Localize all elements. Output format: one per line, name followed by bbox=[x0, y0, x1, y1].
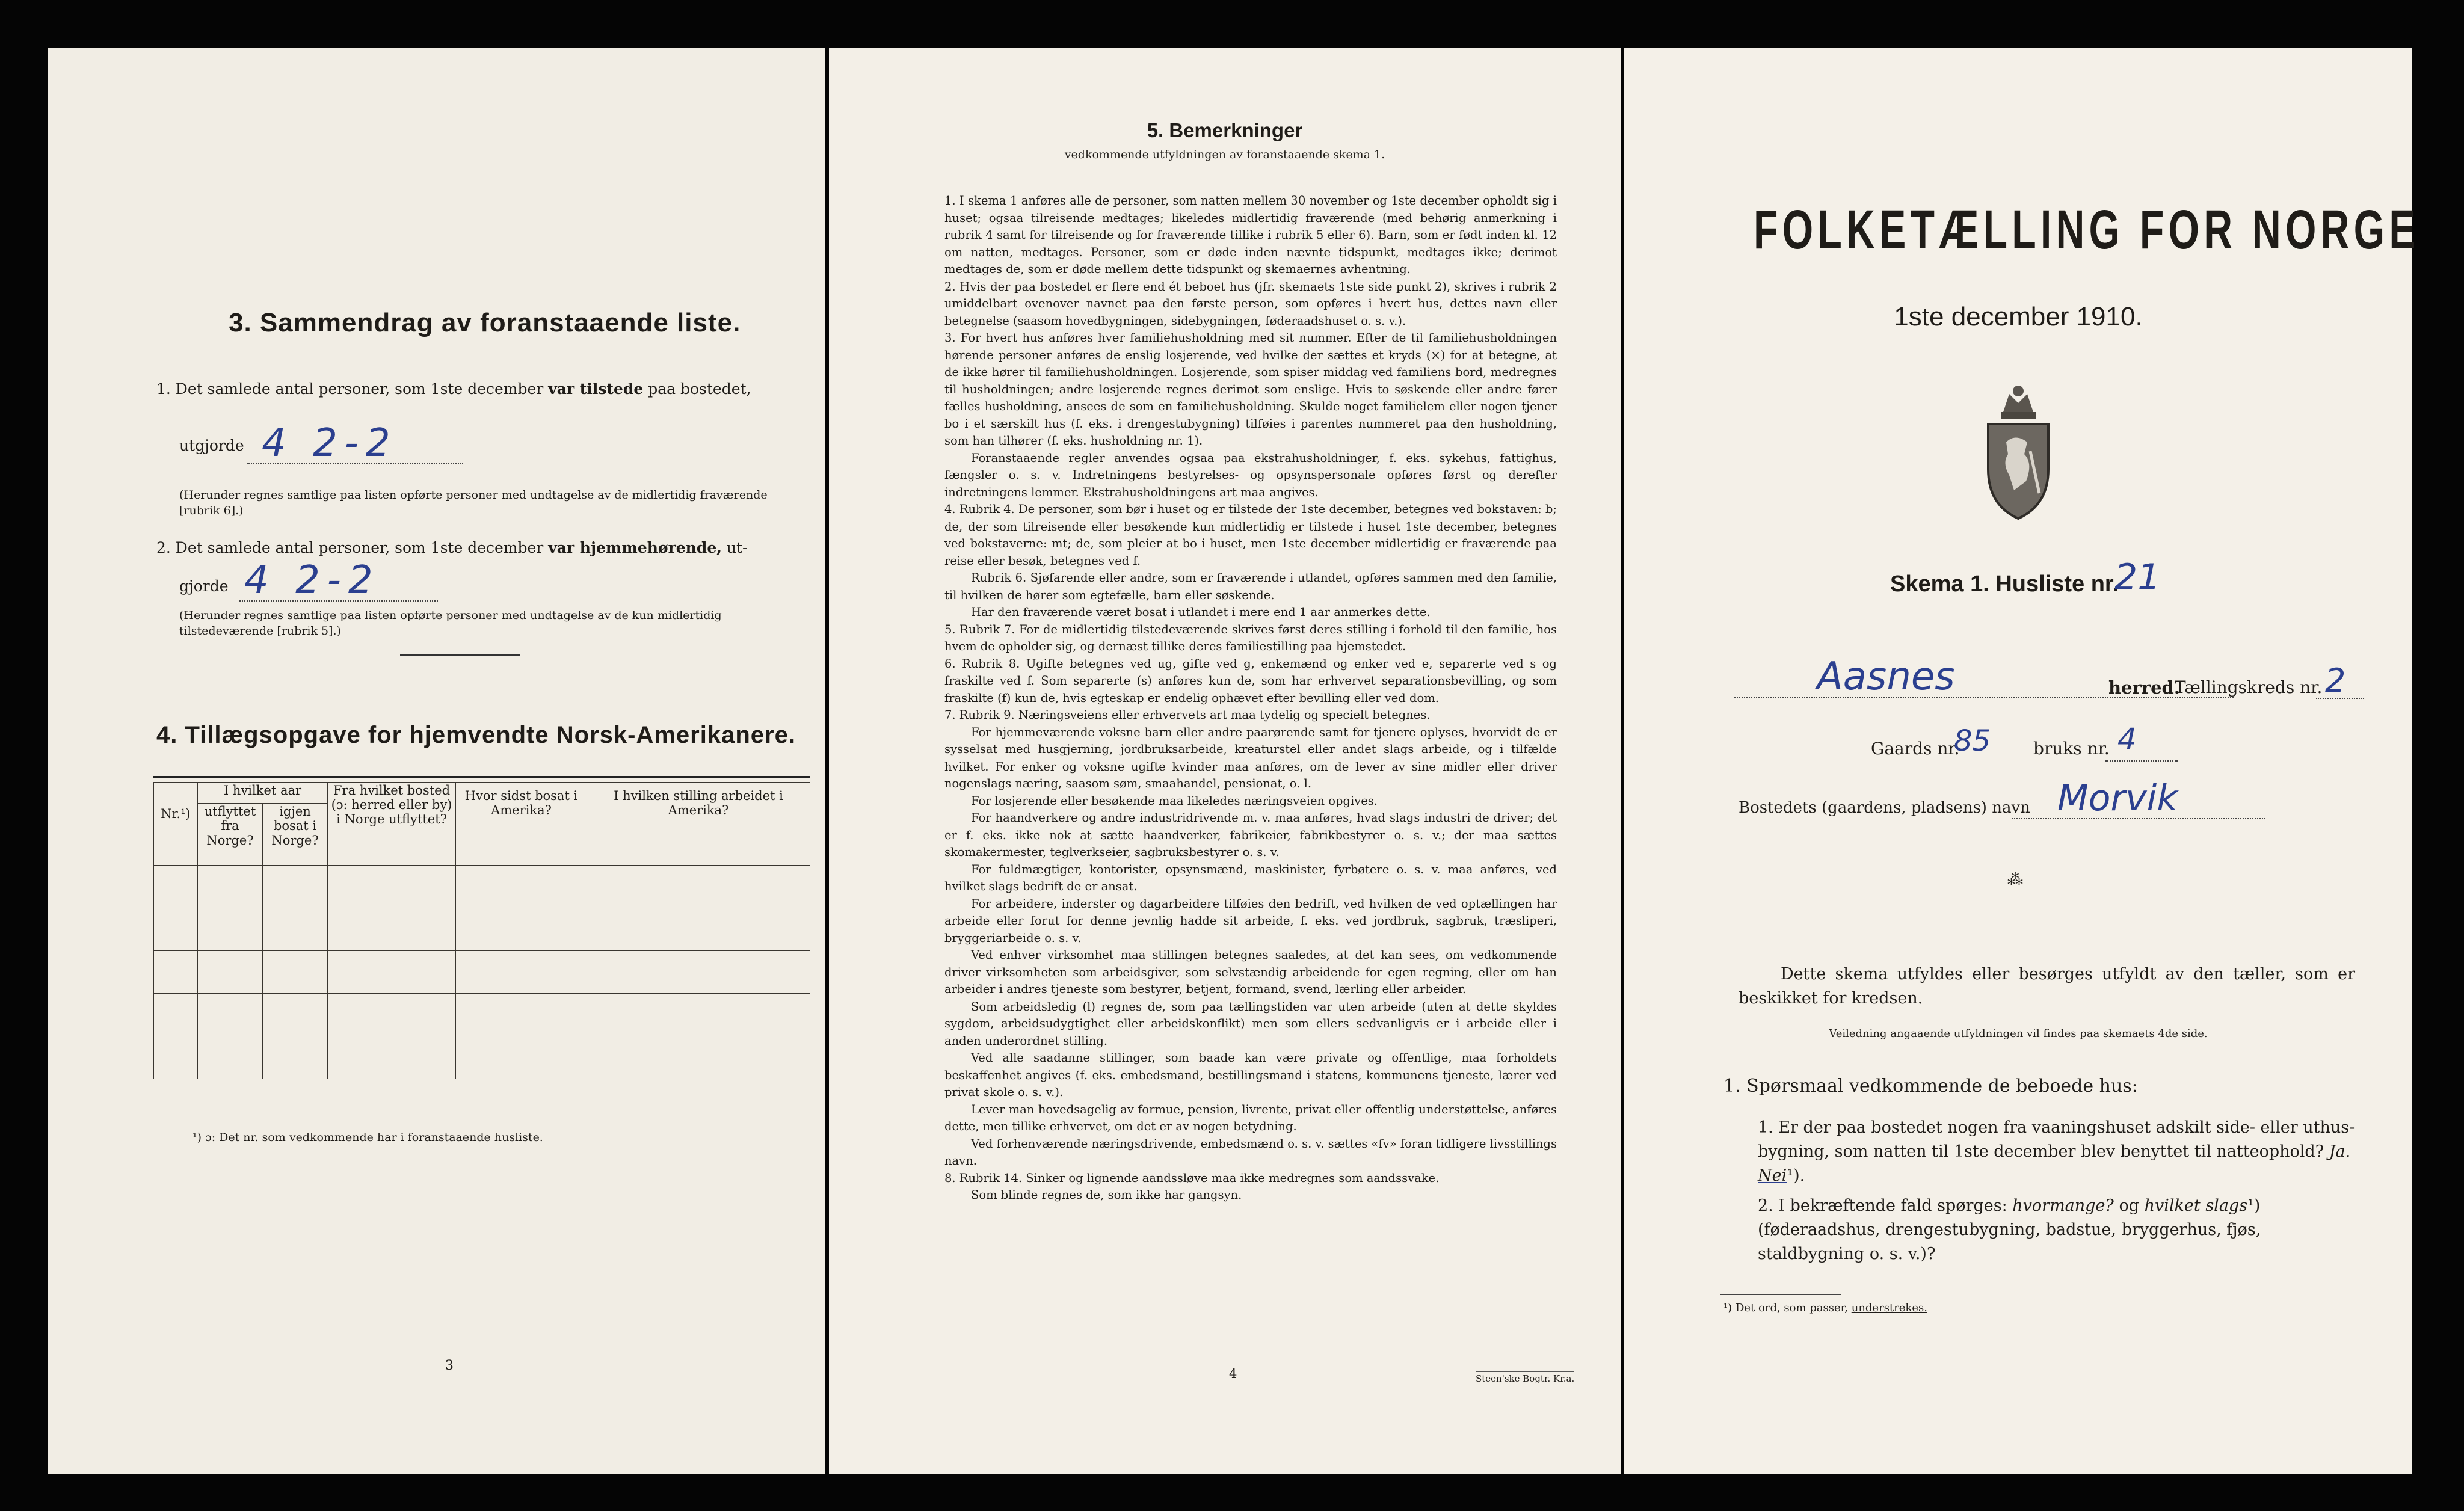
q2-text-b: ¹) (føderaadshus, drengestubygning, badstue, bryggerhus, fjøs, staldbygning o. s. v.)? bbox=[1758, 1196, 2261, 1263]
q1-text: 1. Er der paa bostedet nogen fra vaaningshuset adskilt side- eller uthus-bygning, som natten til 1ste december blev benyttet til natteophold? bbox=[1758, 1118, 2355, 1161]
remarks-body bbox=[944, 192, 1557, 1204]
page-3-summary bbox=[48, 48, 825, 1474]
remark-paragraph: Ved enhver virksomhet maa stillingen betegnes saaledes, at det kan sees, om vedkommende driver virksomheten som arbeidsgiver, som selvstændig arbeidende for egen regning, eller om han arbeider i andres tjeneste som bestyrer, betjent, formand, svend, lærling eller arbeider. bbox=[944, 948, 1557, 996]
kreds-label: Tællingskreds nr. bbox=[2175, 677, 2323, 697]
coat-of-arms-icon bbox=[1979, 379, 2057, 523]
q2-text: 2. I bekræftende fald spørges: bbox=[1758, 1196, 2007, 1215]
veiledning-text: Veiledning angaaende utfyldningen vil findes paa skemaets 4de side. bbox=[1829, 1027, 2208, 1040]
section-3-heading: 3. Sammendrag av foranstaaende liste. bbox=[229, 308, 741, 337]
bruks-line bbox=[2105, 760, 2178, 762]
bruks-label: bruks nr. bbox=[2033, 739, 2110, 759]
summary-item-1 bbox=[156, 378, 812, 401]
item1-note: (Herunder regnes samtlige paa listen opførte personer med undtagelse av de midlertidig fraværende [rubrik 6].) bbox=[179, 488, 768, 517]
remark-paragraph: Ved forhenværende næringsdrivende, embedsmænd o. s. v. sættes «fv» foran tidligere livsstillings navn. bbox=[944, 1136, 1557, 1168]
footnote bbox=[1723, 1300, 1927, 1316]
col-stilling: I hvilken stilling arbeidet i Amerika? bbox=[587, 783, 810, 866]
remark-paragraph: Som blinde regnes de, som ikke har gangsyn. bbox=[971, 1188, 1242, 1202]
q1-nei[interactable]: Nei bbox=[1758, 1166, 1787, 1185]
remark-paragraph: For arbeidere, inderster og dagarbeidere tilføies den bedrift, ved hvilken de ved optællingen har arbeide eller forut for denne jevnlig hadde sit arbeide, f. eks. ved jordbruk, sagbruk, træsliperi, bryggeriarbeide o. s. v. bbox=[944, 896, 1557, 945]
item2-text: 2. Det samlede antal personer, som 1ste december bbox=[156, 539, 544, 556]
remark-paragraph: Som arbeidsledig (l) regnes de, som paa tællingstiden var uten arbeide (uten at dette skyldes sygdom, arbeidsudygtighet eller arbeidskonflikt) men som ellers sedvanligvis er i arbeide eller i anden underordnet stilling. bbox=[944, 999, 1557, 1048]
page-number: 4 bbox=[1229, 1367, 1237, 1381]
skema-label: Skema 1. Husliste nr. bbox=[1890, 571, 2119, 597]
question-1 bbox=[1758, 1116, 2359, 1188]
remarks-subheading: vedkommende utfyldningen av foranstaaende skema 1. bbox=[1064, 148, 1385, 161]
bruks-value[interactable]: 4 bbox=[2118, 722, 2137, 757]
col-igjen: igjen bosat i Norge? bbox=[263, 804, 328, 866]
table-row bbox=[154, 994, 810, 1036]
item2-text-b: ut- bbox=[726, 539, 748, 556]
remark-paragraph: 3. For hvert hus anføres hver familiehusholdning med sit nummer. Efter de til familiehusholdningen hørende personer anføres de enslig losjerende, ved hvilke der sættes et kryds (×) for at betegne, at de ikke hører til familiehusholdningen. Losjerende, som spiser middag ved familiens bord, medregnes til husholdningen; andre losjerende regnes derimot som enslige. Hvis to søskende eller andre fører fælles husholdning, ansees de som en familiehusholdning. Skulde noget familielem eller nogen tjener bo i et særskilt hus (f. eks. i drengestubygning) tilføies i parentes nummeret paa den husholdning, som han tilhører (f. eks. husholdning nr. 1). bbox=[944, 331, 1557, 448]
herred-label: herred. bbox=[2108, 677, 2180, 698]
table-footnote: ¹) ɔ: Det nr. som vedkommende har i foranstaaende husliste. bbox=[192, 1131, 543, 1144]
remark-paragraph: Foranstaaende regler anvendes ogsaa paa ekstrahusholdninger, f. eks. sykehus, fattighus, fængsler o. s. v. Indretningens bestyrelses- og opsynspersonale opføres først og derefter indretningens lemmer. Ekstrahusholdningens art maa angives. bbox=[944, 451, 1557, 499]
q2-og: og bbox=[2119, 1196, 2140, 1215]
remark-paragraph: Har den fraværende været bosat i utlandet i mere end 1 aar anmerkes dette. bbox=[971, 605, 1431, 619]
item2-value[interactable]: 4 2-2 bbox=[244, 558, 380, 603]
table-row bbox=[154, 951, 810, 994]
footnote-rule bbox=[1720, 1294, 1841, 1295]
col-nr: Nr.¹) bbox=[154, 783, 198, 866]
item1-dotline bbox=[247, 463, 463, 464]
census-date: 1ste december 1910. bbox=[1894, 302, 2143, 331]
printer-mark: Steen'ske Bogtr. Kr.a. bbox=[1476, 1371, 1574, 1384]
remark-paragraph: 5. Rubrik 7. For de midlertidig tilstedeværende skrives først deres stilling i forhold til den familie, hos hvem de opholder sig, og dernæst tillike deres familiestilling paa hjemstedet. bbox=[944, 622, 1557, 653]
kreds-value[interactable]: 2 bbox=[2325, 662, 2346, 700]
bosted-label: Bostedets (gaardens, pladsens) navn bbox=[1739, 799, 2030, 817]
remark-paragraph: For fuldmægtiger, kontorister, opsynsmænd, maskinister, fyrbøtere o. s. v. maa anføres, ved hvilket slags bedrift de er ansat. bbox=[944, 862, 1557, 893]
remark-paragraph: 1. I skema 1 anføres alle de personer, som natten mellem 30 november og 1ste december opholdt sig i huset; ogsaa tilreisende medtages; likeledes midlertidig fraværende (med behørig anmerkning i rubrik 4 samt for tilreisende og for fraværende tillike i rubrik 5 eller 6). Barn, som er født inden kl. 12 om natten, medtages. Personer, som er døde inden nævnte tidspunkt, medtages ikke; derimot medtages de, som er døde mellem dette tidspunkt og skemaernes avhentning. bbox=[944, 194, 1557, 276]
remark-paragraph: 8. Rubrik 14. Sinker og lignende aandssløve maa ikke medregnes som aandssvake. bbox=[944, 1171, 1440, 1185]
remark-paragraph: Lever man hovedsagelig av formue, pension, livrente, privat eller offentlig understøttelse, anføres dette, men tillike erhvervet, om det er av nogen betydning. bbox=[944, 1102, 1557, 1133]
questions-heading-text: 1. Spørsmaal vedkommende de beboede hus: bbox=[1723, 1076, 2138, 1097]
item1-text-b: paa bostedet, bbox=[648, 380, 751, 398]
bosted-value[interactable]: Morvik bbox=[2057, 777, 2178, 819]
table-row bbox=[154, 1036, 810, 1079]
q2-hvilket[interactable]: hvilket slags bbox=[2144, 1196, 2248, 1215]
table-top-rule bbox=[153, 776, 810, 778]
q1-sup: ¹). bbox=[1787, 1166, 1805, 1185]
ornament-icon: ⁂ bbox=[2007, 871, 2023, 889]
item2-gjorde-label: gjorde bbox=[179, 577, 229, 595]
remark-paragraph: 2. Hvis der paa bostedet er flere end ét beboet hus (jfr. skemaets 1ste side punkt 2), skrives i rubrik 2 umiddelbart ovenover navnet paa den første person, som opføres i hvert hus, dettes navn eller betegnelse (saasom hovedbygningen, sidebygningen, føderaadshuset o. s. v.). bbox=[944, 279, 1557, 328]
kreds-line bbox=[2316, 698, 2364, 699]
remark-paragraph: For hjemmeværende voksne barn eller andre paarørende samt for tjenere oplyses, hvorvidt de er sysselsat med husgjerning, jordbruksarbeide, kreaturstel eller andet slags arbeide, og i tilfælde hvilket. For enker og voksne ugifte kvinder maa anføres, om de lever av sine midler eller driver nogenslags næring, saasom søm, smaahandel, pensionat, o. l. bbox=[944, 725, 1557, 790]
norsk-amerikanere-table bbox=[153, 782, 810, 1079]
item2-note: (Herunder regnes samtlige paa listen opførte personer med undtagelse av de kun midlertidig tilstedeværende [rubrik 5].) bbox=[179, 609, 722, 638]
remark-paragraph: 6. Rubrik 8. Ugifte betegnes ved ug, gifte ved g, enkemænd og enker ved e, separerte ved s og fraskilte ved f. Som separerte (s) anføres kun de, som har erhvervet separationsbevilling, og som fraskilte (f) kun de, hvis egteskap er endelig ophævet efter bevilling eller ved dom. bbox=[944, 656, 1557, 705]
gaards-value[interactable]: 85 bbox=[1954, 724, 1991, 758]
footnote-text: ¹) Det ord, som passer, bbox=[1723, 1302, 1848, 1314]
item1-value[interactable]: 4 2-2 bbox=[262, 421, 398, 466]
section-4-heading: 4. Tillægsopgave for hjemvendte Norsk-Amerikanere. bbox=[156, 722, 796, 748]
bosted-line bbox=[2012, 818, 2265, 819]
table-row bbox=[154, 908, 810, 951]
page-1-cover bbox=[1624, 48, 2420, 1474]
remark-paragraph: 4. Rubrik 4. De personer, som bør i huset og er tilstede der 1ste december, betegnes ved bokstaven: b; de, der som tilreisende eller besøkende kun midlertidig er tilstede i huset 1ste december, betegnes ved bokstaverne: mt; de, som pleier at bo i huset, men 1ste december midlertidig er fraværende paa reise eller besøk, betegnes ved f. bbox=[944, 502, 1557, 568]
item1-utgjorde-label: utgjorde bbox=[179, 437, 244, 454]
col-hvor: Hvor sidst bosat i Amerika? bbox=[456, 783, 587, 866]
remark-paragraph: 7. Rubrik 9. Næringsveiens eller erhvervets art maa tydelig og specielt betegnes. bbox=[944, 708, 1431, 722]
item2-dotline bbox=[239, 600, 438, 602]
remark-paragraph: Rubrik 6. Sjøfarende eller andre, som er fraværende i utlandet, opføres sammen med den familie, til hvilken de hører som egtefælle, barn eller søskende. bbox=[944, 571, 1557, 602]
summary-item-2 bbox=[156, 537, 812, 559]
divider bbox=[400, 654, 520, 656]
footnote-underlined: understrekes. bbox=[1851, 1302, 1927, 1314]
col-utflyttet: utflyttet fra Norge? bbox=[198, 804, 263, 866]
col-group: I hvilket aar bbox=[198, 783, 328, 804]
remark-paragraph: Ved alle saadanne stillinger, som baade kan være private og offentlige, maa forholdets beskaffenhet angives (f. eks. embedsmand, bestillingsmand i statens, kommunens tjeneste, lærer ved privat skole o. s. v.). bbox=[944, 1051, 1557, 1099]
q1-ja[interactable]: Ja. bbox=[2329, 1142, 2351, 1161]
herred-value[interactable]: Aasnes bbox=[1817, 654, 1955, 699]
item1-text: 1. Det samlede antal personer, som 1ste december bbox=[156, 380, 544, 398]
q2-hvormange[interactable]: hvormange? bbox=[2012, 1196, 2114, 1215]
gaards-label: Gaards nr. bbox=[1871, 739, 1960, 759]
item2-bold: var hjemmehørende, bbox=[548, 539, 722, 556]
page-4-remarks bbox=[829, 48, 1621, 1474]
item1-bold: var tilstede bbox=[548, 380, 644, 398]
census-title: FOLKETÆLLING FOR NORGE bbox=[1754, 199, 2420, 260]
questions-heading bbox=[1723, 1076, 2138, 1097]
intro-text: Dette skema utfyldes eller besørges utfyldt av den tæller, som er beskikket for kredsen. bbox=[1739, 965, 2355, 1008]
col-fra: Fra hvilket bosted (ɔ: herred eller by) i Norge utflyttet? bbox=[328, 783, 456, 866]
remark-paragraph: For haandverkere og andre industridrivende m. v. maa anføres, hvad slags industri de driver; det er f. eks. ikke nok at sætte haandverker, fabrikeier, fabrikbestyrer o. s. v.; der maa sættes skomakermester, teglverkseier, sagbruksbestyrer o. s. v. bbox=[944, 811, 1557, 859]
page-number: 3 bbox=[445, 1358, 454, 1373]
question-2 bbox=[1758, 1194, 2359, 1266]
table-row bbox=[154, 866, 810, 908]
remark-paragraph: For losjerende eller besøkende maa likeledes næringsveien opgives. bbox=[971, 793, 1378, 808]
husliste-nr[interactable]: 21 bbox=[2114, 556, 2161, 599]
remarks-heading: 5. Bemerkninger bbox=[1147, 119, 1303, 141]
